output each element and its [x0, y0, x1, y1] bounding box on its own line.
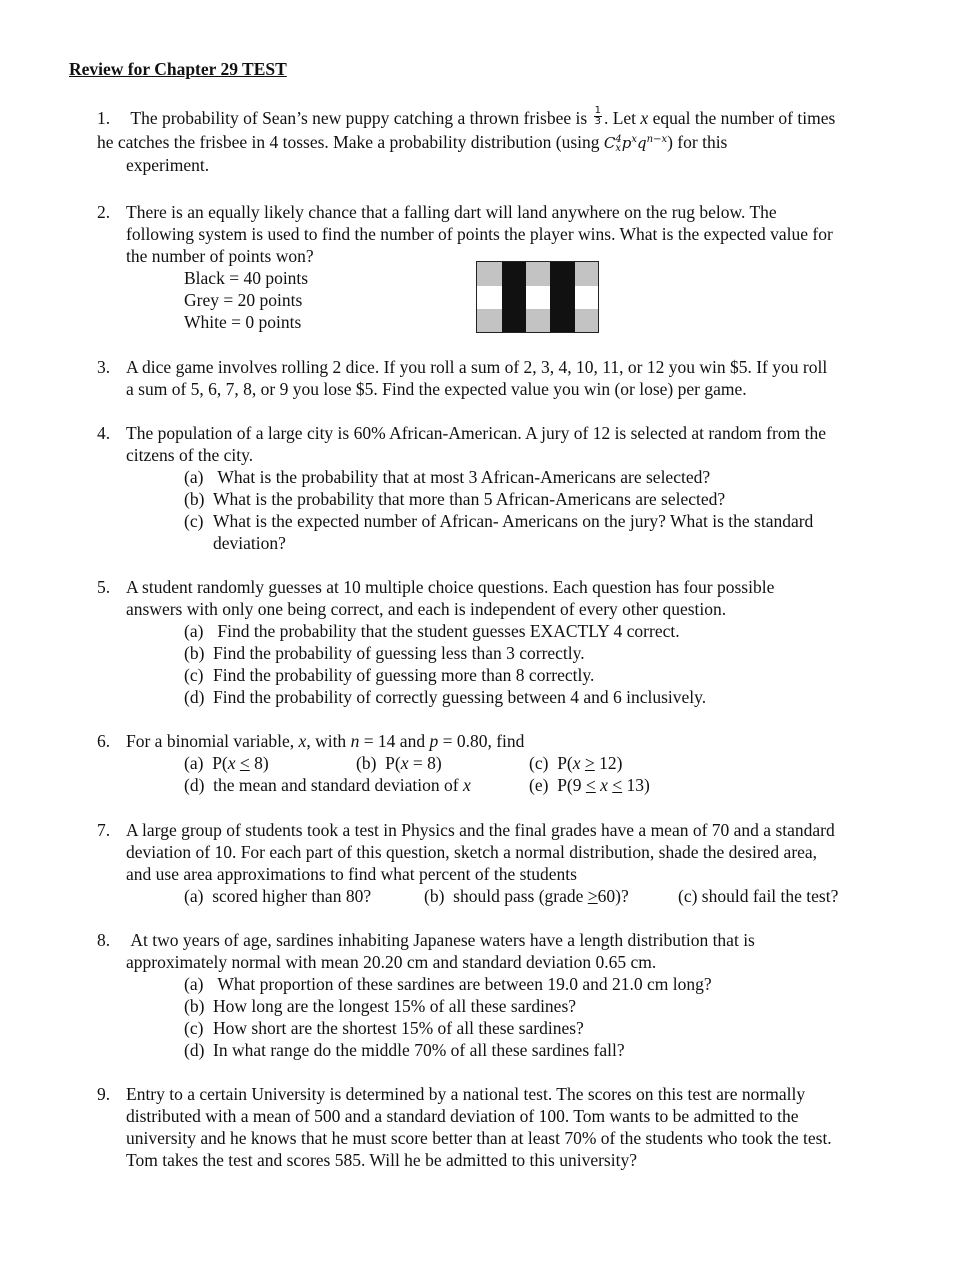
points-grey: Grey = 20 points [184, 290, 303, 310]
question-7 [97, 819, 917, 907]
binomial-formula: C 4 x $p^xq^{n-x}$ [603, 134, 668, 154]
sub-question-b: (b) What is the probability that more than 5 African-Americans are selected? [184, 489, 726, 509]
sub-question-a: (a) P(x < 8) [184, 753, 269, 773]
question-text: The probability of Sean’s new puppy catching a thrown frisbee is $\frac{1}{3}$ . Let x equal the number of times [130, 105, 836, 128]
rug-diagram [476, 261, 599, 333]
question-text: A dice game involves rolling 2 dice. If you roll a sum of 2, 3, 4, 10, 11, or 12 you win $5. If you roll [126, 357, 828, 377]
sub-question-d: (d) In what range do the middle 70% of all these sardines fall? [184, 1040, 625, 1060]
fraction: $\frac{1}{3}$ [594, 105, 601, 128]
question-text: A student randomly guesses at 10 multiple choice questions. Each question has four possible [126, 577, 775, 597]
grey-cell [477, 309, 502, 332]
question-8 [97, 929, 917, 1061]
black-stripe [502, 262, 526, 332]
question-1 [97, 107, 917, 176]
question-text: A large group of students took a test in Physics and the final grades have a mean of 70 and a standard [126, 820, 835, 840]
question-text: There is an equally likely chance that a falling dart will land anywhere on the rug below. The [126, 202, 777, 222]
question-6 [97, 730, 917, 796]
grey-cell [477, 262, 502, 286]
page-title: Review for Chapter 29 TEST [69, 59, 287, 79]
sub-question-c: (c) P(x > 12) [529, 753, 623, 773]
question-3 [97, 356, 917, 400]
sub-question-c: (c) Find the probability of guessing more than 8 correctly. [184, 665, 595, 685]
question-number: 5. [97, 577, 111, 597]
black-stripe [550, 262, 575, 332]
grey-cell [526, 262, 550, 286]
sub-question-c: (c) How short are the shortest 15% of all these sardines? [184, 1018, 584, 1038]
question-text: a sum of 5, 6, 7, 8, or 9 you lose $5. Find the expected value you win (or lose) per game. [126, 379, 747, 399]
sub-question-b: (b) should pass (grade >60)? [424, 886, 629, 906]
question-number: 1. [97, 108, 111, 128]
question-number: 4. [97, 423, 111, 443]
grey-cell [526, 309, 550, 332]
sub-question-b: (b) P(x = 8) [356, 753, 442, 773]
question-number: 2. [97, 202, 111, 222]
question-text: following system is used to find the number of points the player wins. What is the expected value for [126, 224, 833, 244]
question-text: and use area approximations to find what percent of the students [126, 864, 577, 884]
grey-cell [575, 262, 598, 286]
question-number: 6. [97, 731, 111, 751]
question-text: At two years of age, sardines inhabiting Japanese waters have a length distribution that is [130, 930, 755, 950]
question-text: citzens of the city. [126, 445, 254, 465]
question-number: 9. [97, 1084, 111, 1104]
sub-question-d: (d) Find the probability of correctly guessing between 4 and 6 inclusively. [184, 687, 707, 707]
question-text: approximately normal with mean 20.20 cm and standard deviation 0.65 cm. [126, 952, 657, 972]
question-number: 7. [97, 820, 111, 840]
question-text: The population of a large city is 60% African-American. A jury of 12 is selected at random from the [126, 423, 826, 443]
sub-question-c: (c) should fail the test? [678, 886, 839, 906]
sub-question-row [126, 752, 917, 774]
sub-question-e: (e) P(9 < x < 13) [529, 775, 650, 795]
points-white: White = 0 points [184, 312, 302, 332]
sub-question-c: (c) What is the expected number of African- Americans on the jury? What is the standard [184, 511, 814, 531]
question-5 [97, 576, 917, 708]
question-text: university and he knows that he must score better than at least 70% of the students who took the test. [126, 1128, 832, 1148]
sub-question-d: (d) the mean and standard deviation of x [184, 775, 471, 795]
sub-question-a: (a) scored higher than 80? [184, 886, 372, 906]
sub-question-a: (a) Find the probability that the student guesses EXACTLY 4 correct. [184, 621, 680, 641]
sub-question-row [126, 774, 917, 796]
question-text: distributed with a mean of 500 and a standard deviation of 100. Tom wants to be admitted to the [126, 1106, 799, 1126]
sub-question-c-cont: deviation? [213, 533, 286, 553]
points-black: Black = 40 points [184, 268, 309, 288]
sub-question-a: (a) What is the probability that at most 3 African-Americans are selected? [184, 467, 711, 487]
question-number: 3. [97, 357, 111, 377]
question-text: Entry to a certain University is determined by a national test. The scores on this test are normally [126, 1084, 806, 1104]
question-text: the number of points won? [126, 246, 314, 266]
question-text: Tom takes the test and scores 585. Will he be admitted to this university? [126, 1150, 637, 1170]
sub-question-row [126, 885, 917, 907]
question-text: deviation of 10. For each part of this question, sketch a normal distribution, shade the desired area, [126, 842, 818, 862]
question-text: he catches the frisbee in 4 tosses. Make a probability distribution (using C 4 x $p^xq^{n-x}$) for this [97, 132, 728, 154]
sub-question-b: (b) How long are the longest 15% of all these sardines? [184, 996, 577, 1016]
question-text: For a binomial variable, x, with n = 14 and p = 0.80, find [126, 731, 525, 751]
question-9 [97, 1083, 917, 1171]
question-number: 8. [97, 930, 111, 950]
sub-question-a: (a) What proportion of these sardines are between 19.0 and 21.0 cm long? [184, 974, 712, 994]
sub-question-b: (b) Find the probability of guessing less than 3 correctly. [184, 643, 585, 663]
question-4 [97, 422, 917, 554]
grey-cell [575, 309, 598, 332]
question-text: experiment. [126, 155, 210, 175]
question-text: answers with only one being correct, and each is independent of every other question. [126, 599, 727, 619]
